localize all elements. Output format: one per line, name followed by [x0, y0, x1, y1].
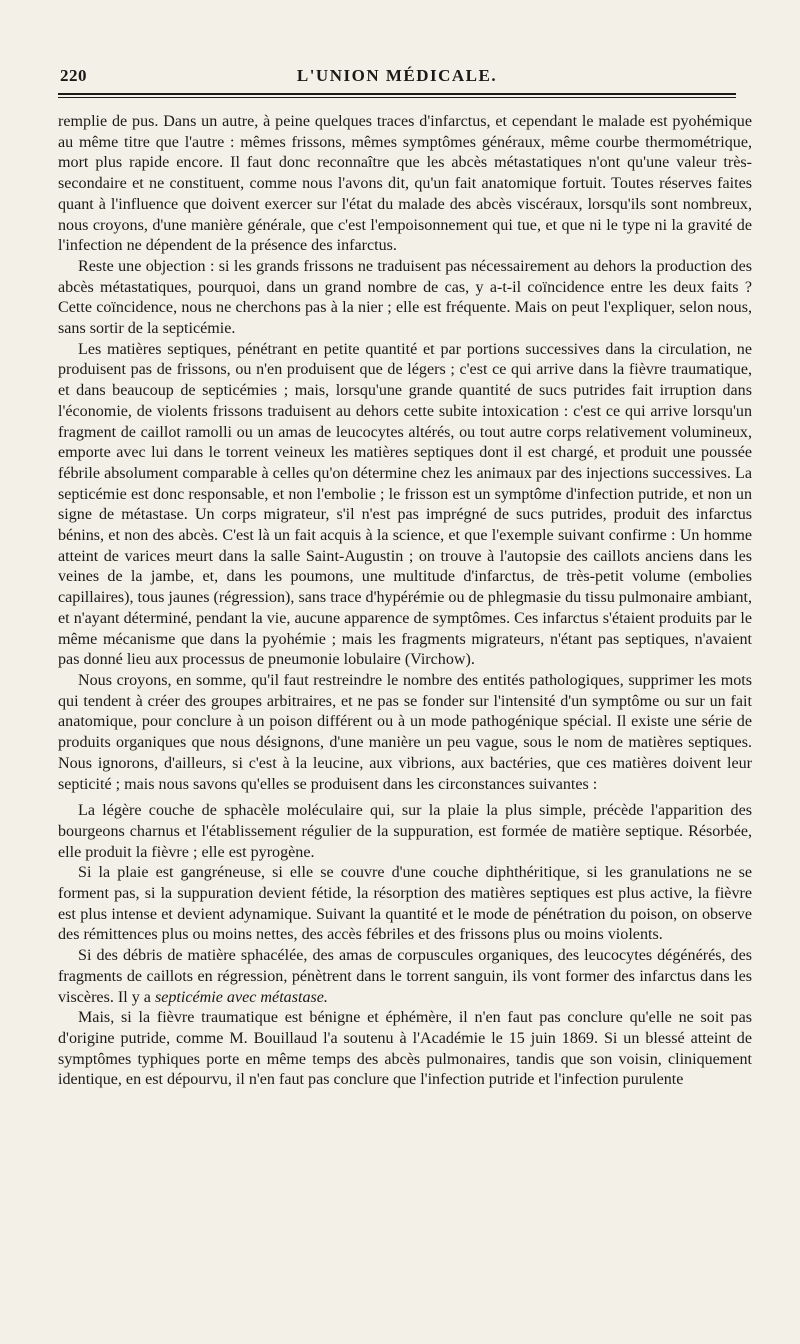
article-body: [58, 112, 752, 1091]
paragraph-5: La légère couche de sphacèle moléculaire qui, sur la plaie la plus simple, précède l'apparition des bourgeons charnus et l'établissement régulier de la suppuration, est formée de matière septique. Résorbée, elle produit la fièvre ; elle est pyrogène.: [58, 802, 752, 861]
paragraph-6: Si la plaie est gangréneuse, si elle se couvre d'une couche diphthéritique, si les granulations ne se forment pas, si la suppuration devient fétide, la résorption des matières septiques est plus active, la fièvre est plus intense et devient adynamique. Suivant la quantité et le mode de pénétration du poison, on observe des rémittences plus ou moins nettes, des accès fébriles et des frissons plus ou moins violents.: [58, 864, 752, 944]
page-header: [58, 66, 736, 92]
paragraph-7-italic: septicémie avec métastase.: [154, 988, 328, 1006]
paragraph-7: [58, 946, 752, 1008]
paragraph-8: Mais, si la fièvre traumatique est bénigne et éphémère, il n'en faut pas conclure qu'elle ne soit pas d'origine putride, comme M. Bouillaud l'a soutenu à l'Académie le 15 juin 1869. Si un blessé atteint de symptômes typhiques porte en même temps des abcès pulmonaires, tandis que son voisin, cliniquement identique, en est dépourvu, il n'en faut pas conclure que l'infection putride et l'infection purulente: [58, 1009, 752, 1089]
paragraph-2: Reste une objection : si les grands frissons ne traduisent pas nécessairement au dehors la production des abcès métastatiques, pourquoi, dans un grand nombre de cas, y a-t-il coïncidence entre les deux faits ? Cette coïncidence, nous ne cherchons pas à la nier ; elle est fréquente. Mais on peut l'expliquer, selon nous, sans sortir de la septicémie.: [58, 257, 752, 338]
header-rule: [58, 93, 736, 95]
paragraph-7-text: Si des débris de matière sphacélée, des amas de corpuscules organiques, des leucocytes dégénérés, des fragments de caillots en régression, pénètrent dans le torrent sanguin, ils vont former des infarctus dans les viscères. Il y a: [58, 947, 752, 1006]
paragraph-4: Nous croyons, en somme, qu'il faut restreindre le nombre des entités pathologiques, supprimer les mots qui tendent à créer des groupes arbitraires, et ne pas se fonder sur l'intensité d'un symptôme ou sur un fait anatomique, pour conclure à un poison différent ou à un mode pathogénique spécial. Il existe une série de produits organiques que nous désignons, d'une manière un peu vague, sous le nom de matières septiques. Nous ignorons, d'ailleurs, si c'est à la leucine, aux vibrions, aux bactéries, que ces matières doivent leur septicité ; mais nous savons qu'elles se produisent dans les circonstances suivantes :: [58, 671, 752, 793]
paragraph-3: Les matières septiques, pénétrant en petite quantité et par portions successives dans la circulation, ne produisent pas de frissons, ou n'en produisent que de légers ; c'est ce qui arrive dans la fièvre traumatique, et dans beaucoup de septicémies ; mais, lorsqu'une grande quantité de sucs putrides fait irruption dans l'économie, de violents frissons traduisent au dehors cette subite intoxication : c'est ce qui arrive lorsqu'un fragment de caillot ramolli ou un amas de leucocytes altérés, ou tout autre corps relativement volumineux, emporte avec lui dans le torrent veineux les matières septiques dont il est chargé, et produit une poussée fébrile absolument comparable à celles qu'on détermine chez les animaux par des injections successives. La septicémie est donc responsable, et non l'embolie ; le frisson est un symptôme d'infection putride, et non un signe de métastase. Un corps migrateur, s'il n'est pas imprégné de sucs putrides, produit des infarctus bénins, et non des abcès. C'est là un fait acquis à la science, et que l'exemple suivant confirme : Un homme atteint de varices meurt dans la salle Saint-Augustin ; on trouve à l'autopsie des caillots anciens dans les veines de la jambe, et, dans les poumons, une multitude d'infarctus, de très-petit volume (embolies capillaires), tous jaunes (régression), sans trace d'hypérémie ou de phlegmasie du tissu pulmonaire ambiant, et n'ayant déterminé, pendant la vie, aucune apparence de symptômes. Ces infarctus s'étaient produits par le même mécanisme que dans la pyohémie ; mais les fragments migrateurs, n'étant pas septiques, n'avaient pas donné lieu aux processus de pneumonie lobulaire (Virchow).: [58, 340, 752, 669]
paragraph-1: remplie de pus. Dans un autre, à peine quelques traces d'infarctus, et cependant le malade est pyohémique au même titre que l'autre : mêmes frissons, mêmes symptômes généraux, même courbe thermométrique, mort plus rapide encore. Il faut donc reconnaître que les abcès métastatiques n'ont qu'une valeur très-secondaire et ne constituent, comme nous l'avons dit, qu'un fait anatomique fortuit. Toutes réserves faites quant à l'influence que doivent exercer sur l'état du malade des abcès viscéraux, lorsqu'ils sont nombreux, nous croyons, d'une manière générale, que c'est l'empoisonnement qui tue, et que ni le type ni la gravité de l'infection ne dépendent de la présence des infarctus.: [58, 113, 752, 255]
page-number: 220: [60, 66, 87, 85]
running-title: L'UNION MÉDICALE.: [296, 66, 498, 85]
header-rule-thin: [58, 97, 736, 98]
